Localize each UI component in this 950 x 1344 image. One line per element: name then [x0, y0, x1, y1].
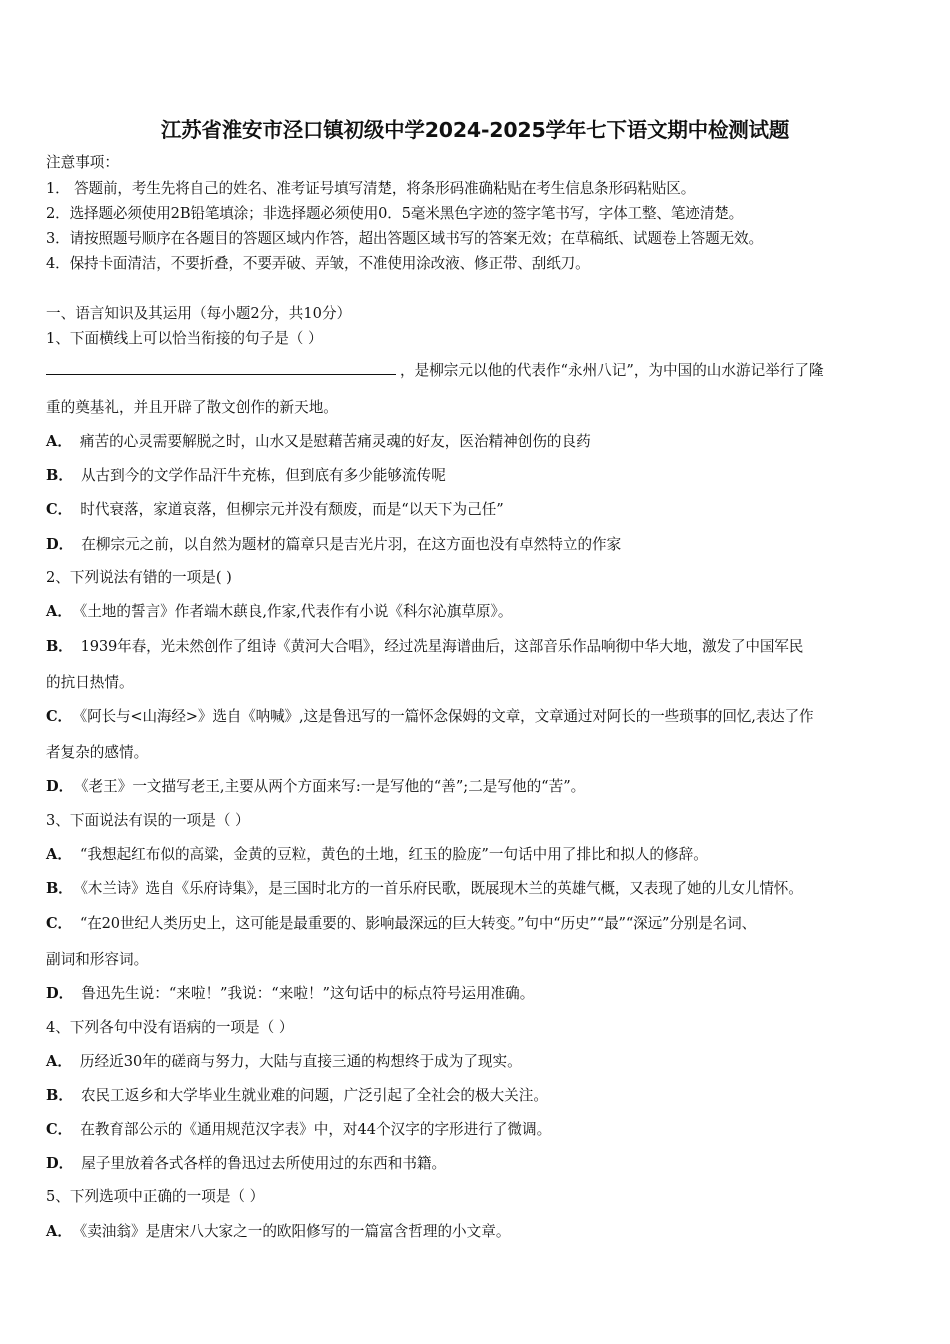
option-text: 《老王》一文描写老王,主要从两个方面来写:一是写他的“善”;二是写他的“苦”。: [81, 778, 586, 795]
option-label: A．: [46, 433, 72, 450]
q2-option-c-cont: 者复杂的感情。: [46, 744, 149, 761]
option-text: 1939年春，光未然创作了组诗《黄河大合唱》，经过冼星海谱曲后，这部音乐作品响彻中华大地，激发了中国军民: [80, 638, 804, 655]
q1-answer-blank: [46, 360, 396, 375]
q3-option-c-cont: 副词和形容词。: [46, 951, 149, 968]
option-text: 痛苦的心灵需要解脱之时，山水又是慰藉苦痛灵魂的好友，医治精神创伤的良药: [79, 433, 591, 450]
q2-option-b: [46, 635, 803, 656]
option-label: D．: [46, 778, 74, 795]
notice-heading: 注意事项：: [46, 154, 119, 171]
q5-stem: 5、下列选项中正确的一项是（ ）: [46, 1188, 265, 1205]
option-label: B．: [46, 1087, 73, 1104]
option-label: C．: [46, 915, 72, 932]
q3-option-a: [46, 843, 708, 864]
option-text: 时代衰落，家道哀落，但柳宗元并没有颓废，而是“以天下为己任”: [80, 501, 504, 518]
option-text: 鲁迅先生说：“来啦！”我说：“来啦！”这句话中的标点符号运用准确。: [81, 985, 535, 1002]
option-text: 历经近30年的磋商与努力，大陆与直接三通的构想终于成为了现实。: [79, 1053, 522, 1070]
option-text: 《木兰诗》选自《乐府诗集》，是三国时北方的一首乐府民歌，既展现木兰的英雄气概，又表现了她的儿女儿情怀。: [80, 880, 803, 897]
q2-option-b-cont: 的抗日热情。: [46, 674, 134, 691]
option-label: A．: [46, 603, 72, 620]
q4-option-b: [46, 1084, 548, 1105]
q5-option-a: [46, 1220, 510, 1241]
option-label: C．: [46, 501, 73, 518]
option-label: B．: [46, 880, 73, 897]
q1-option-c: [46, 498, 504, 519]
option-text: 《阿长与<山海经>》选自《呐喊》,这是鲁迅写的一篇怀念保姆的文章，文章通过对阿长的一些琐事的回忆,表达了作: [79, 708, 814, 725]
q1-line-1-text: ，是柳宗元以他的代表作“永州八记”，为中国的山水游记举行了隆: [400, 362, 824, 379]
q1-option-d: [46, 533, 621, 554]
q1-line-1: [46, 359, 824, 380]
option-text: 从古到今的文学作品汗牛充栋，但到底有多少能够流传呢: [80, 467, 446, 484]
q4-option-a: [46, 1050, 522, 1071]
q3-option-c: [46, 912, 756, 933]
option-label: D．: [46, 1155, 74, 1172]
q1-option-a: [46, 430, 591, 451]
page-title: 江苏省淮安市泾口镇初级中学2024-2025学年七下语文期中检测试题: [160, 118, 790, 142]
option-text: 《土地的誓言》作者端木蕻良,作家,代表作有小说《科尔沁旗草原》。: [79, 603, 513, 620]
option-label: A．: [46, 1053, 72, 1070]
q1-line-2: 重的奠基礼，并且开辟了散文创作的新天地。: [46, 399, 338, 416]
section-heading: 一、语言知识及其运用（每小题2分，共10分）: [46, 305, 352, 322]
option-text: “在20世纪人类历史上，这可能是最重要的、影响最深远的巨大转变。”句中“历史”“最”“深远”分别是名词、: [79, 915, 757, 932]
notice-item-4: 4．保持卡面清洁，不要折叠，不要弄破、弄皱，不准使用涂改液、修正带、刮纸刀。: [46, 255, 590, 272]
option-text: 农民工返乡和大学毕业生就业难的问题，广泛引起了全社会的极大关注。: [80, 1087, 548, 1104]
q3-option-d: [46, 982, 534, 1003]
option-text: 《卖油翁》是唐宋八大家之一的欧阳修写的一篇富含哲理的小文章。: [79, 1223, 511, 1240]
q3-stem: 3、下面说法有误的一项是（ ）: [46, 812, 250, 829]
option-label: B．: [46, 467, 73, 484]
option-label: C．: [46, 708, 72, 725]
option-text: “我想起红布似的高粱，金黄的豆粒，黄色的土地，红玉的脸庞”一句话中用了排比和拟人的修辞。: [79, 846, 708, 863]
q3-option-b: [46, 877, 803, 898]
option-label: D．: [46, 985, 74, 1002]
q4-stem: 4、下列各句中没有语病的一项是（ ）: [46, 1019, 294, 1036]
q4-option-c: [46, 1118, 551, 1139]
q2-stem: 2、下列说法有错的一项是( ): [46, 569, 232, 586]
q2-option-c: [46, 705, 814, 726]
option-text: 在柳宗元之前，以自然为题材的篇章只是吉光片羽，在这方面也没有卓然特立的作家: [81, 536, 622, 553]
q1-stem: 1、下面横线上可以恰当衔接的句子是（ ）: [46, 330, 323, 347]
option-label: B．: [46, 638, 73, 655]
q1-option-b: [46, 464, 446, 485]
option-label: A．: [46, 846, 72, 863]
notice-item-2: 2．选择题必须使用2B铅笔填涂；非选择题必须使用0．5毫米黑色字迹的签字笔书写，字体工整、笔迹清楚。: [46, 205, 744, 222]
option-text: 屋子里放着各式各样的鲁迅过去所使用过的东西和书籍。: [81, 1155, 447, 1172]
option-label: D．: [46, 536, 74, 553]
q4-option-d: [46, 1152, 446, 1173]
option-label: C．: [46, 1121, 73, 1138]
option-label: A．: [46, 1223, 72, 1240]
notice-item-3: 3．请按照题号顺序在各题目的答题区域内作答，超出答题区域书写的答案无效；在草稿纸、试题卷上答题无效。: [46, 230, 763, 247]
q2-option-a: [46, 600, 512, 621]
q2-option-d: [46, 775, 585, 796]
notice-item-1: 1． 答题前，考生先将自己的姓名、准考证号填写清楚，将条形码准确粘贴在考生信息条形码粘贴区。: [46, 180, 696, 197]
option-text: 在教育部公示的《通用规范汉字表》中，对44个汉字的字形进行了微调。: [80, 1121, 552, 1138]
